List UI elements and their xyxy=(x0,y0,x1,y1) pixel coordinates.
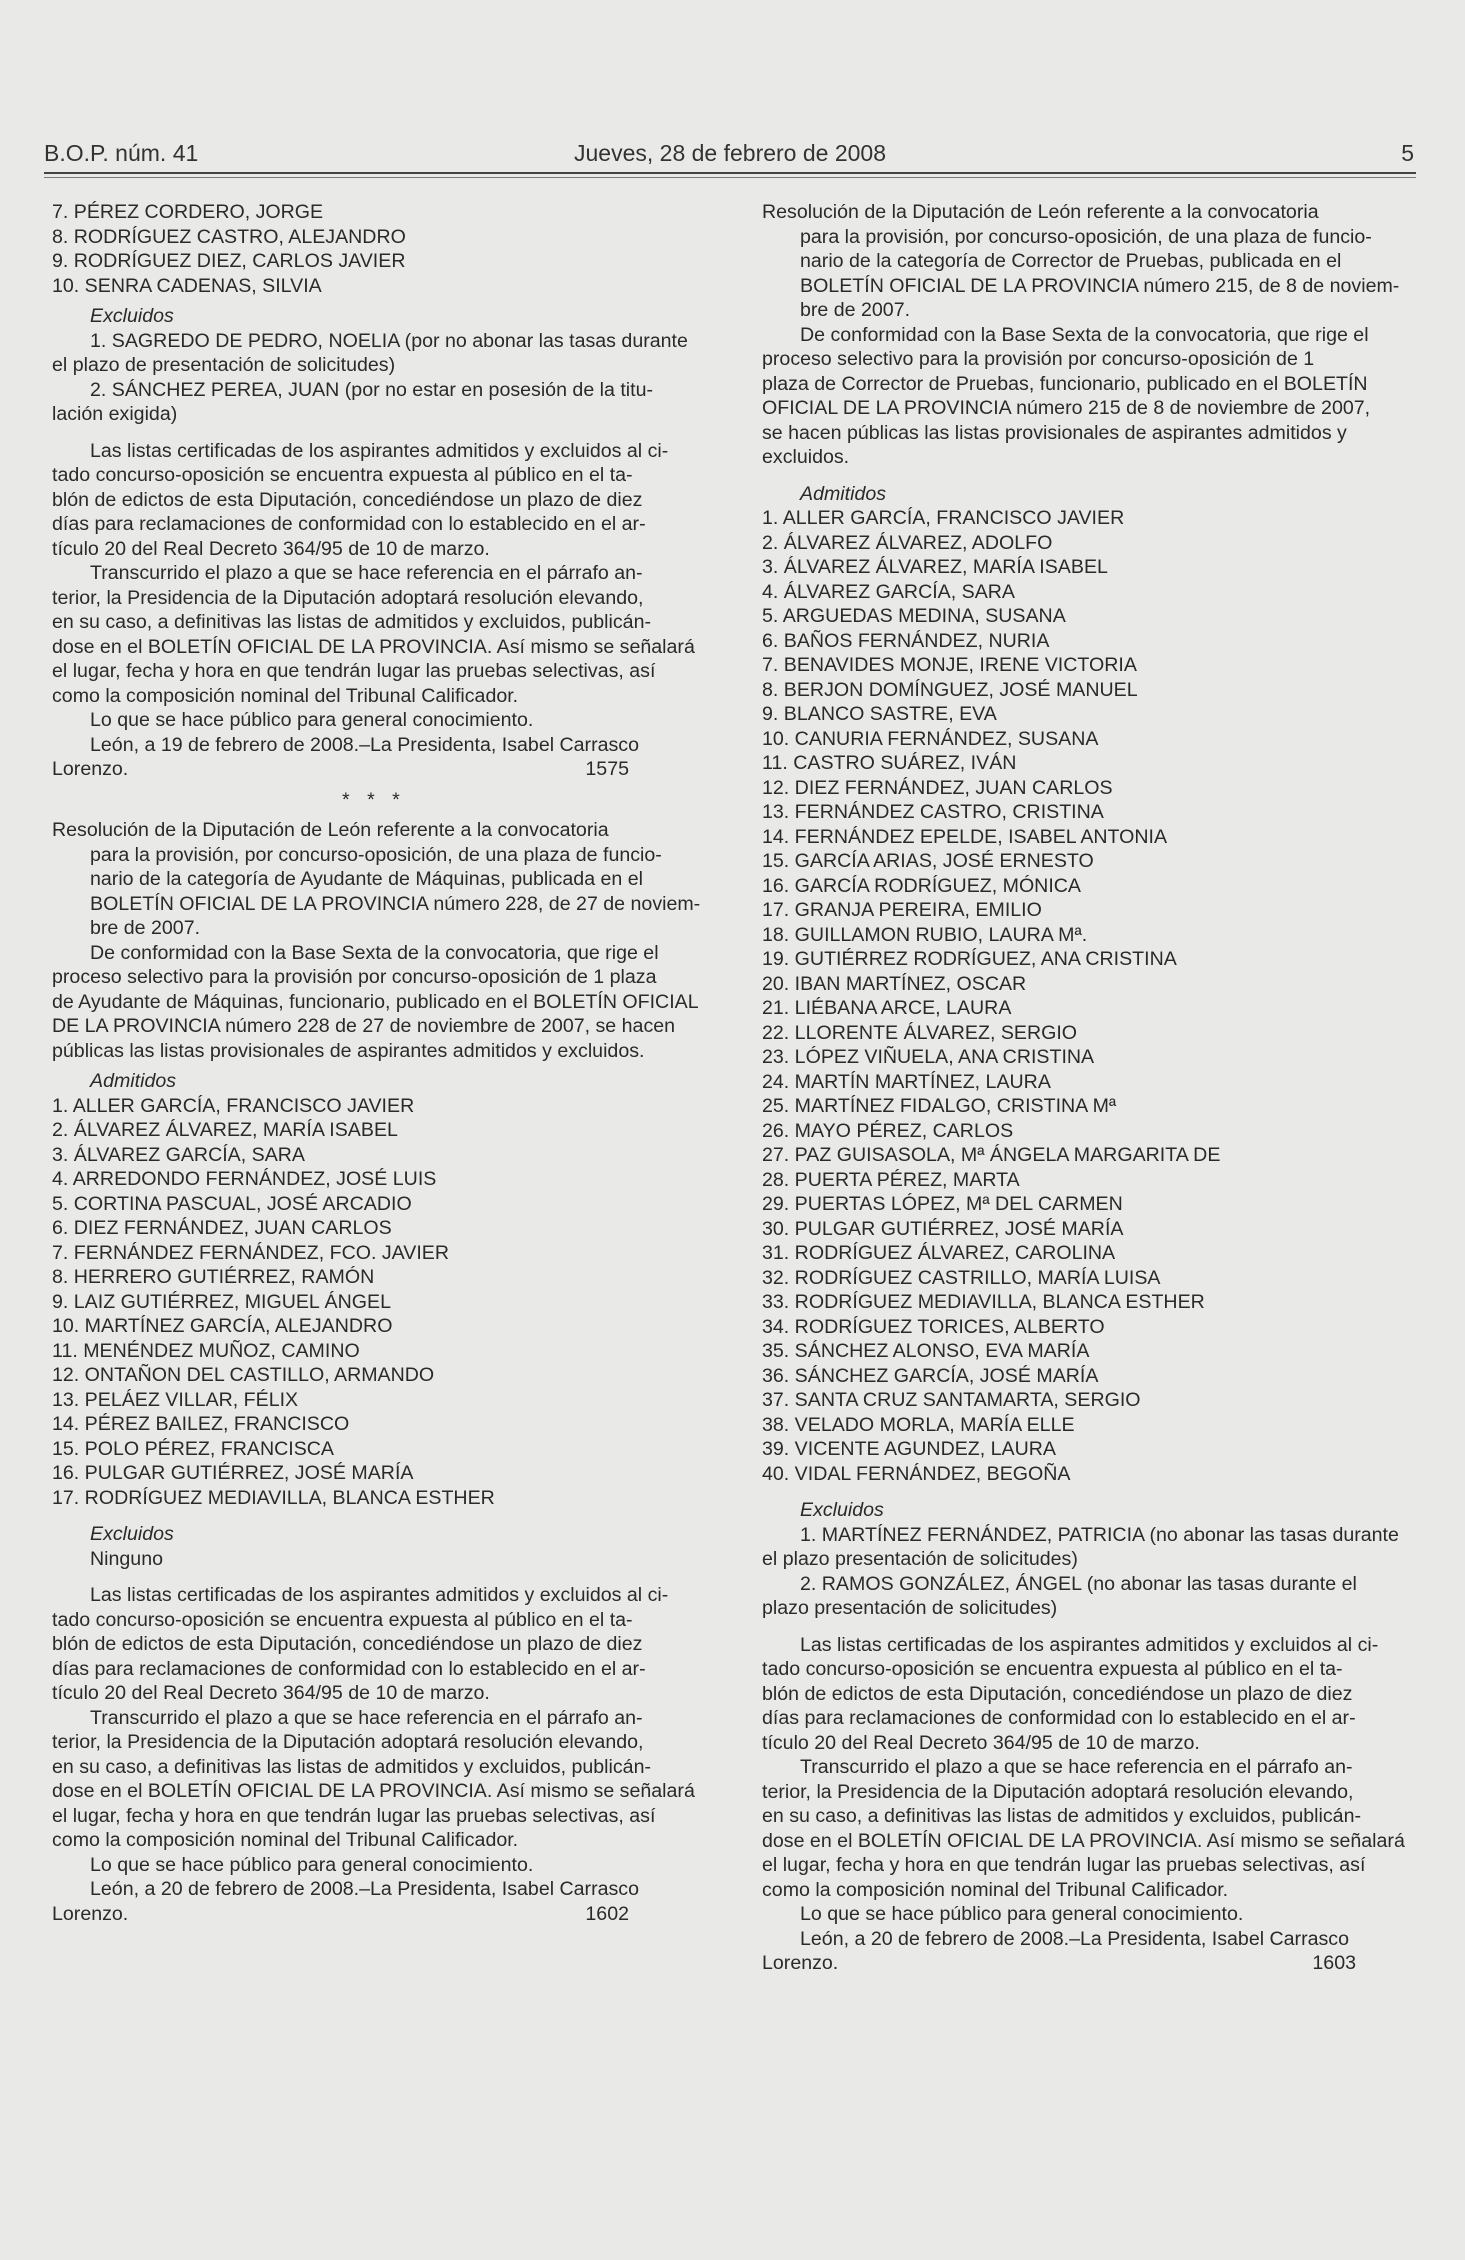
list-item: 7. PÉREZ CORDERO, JORGE xyxy=(52,201,324,223)
text-line: proceso selectivo para la provisión por concurso-oposición de 1 plaza xyxy=(52,966,657,988)
list-item: 13. FERNÁNDEZ CASTRO, CRISTINA xyxy=(762,801,1104,823)
text-line: en su caso, a definitivas las listas de admitidos y excluidos, publicán- xyxy=(762,1805,1362,1827)
list-item: 21. LIÉBANA ARCE, LAURA xyxy=(762,997,1012,1019)
list-item: 30. PULGAR GUTIÉRREZ, JOSÉ MARÍA xyxy=(762,1217,1124,1240)
text-line: tado concurso-oposición se encuentra expuesta al público en el ta- xyxy=(52,464,633,486)
text-line: como la composición nominal del Tribunal Calificador. xyxy=(52,684,519,707)
text-line: De conformidad con la Base Sexta de la convocatoria, que rige el xyxy=(90,941,659,964)
text-line: dose en el BOLETÍN OFICIAL DE LA PROVINCIA. Así mismo se señalará xyxy=(52,1780,695,1802)
list-item: 14. PÉREZ BAILEZ, FRANCISCO xyxy=(52,1413,350,1435)
text-line: blón de edictos de esta Diputación, concediéndose un plazo de diez xyxy=(52,488,643,511)
paragraph-transcurrido-2 xyxy=(52,1706,697,1853)
text-line: OFICIAL DE LA PROVINCIA número 215 de 8 de noviembre de 2007, xyxy=(762,397,1371,419)
list-item: 22. LLORENTE ÁLVAREZ, SERGIO xyxy=(762,1021,1078,1044)
ninguno-text: Ninguno xyxy=(90,1547,163,1570)
list-item: 24. MARTÍN MARTÍNEZ, LAURA xyxy=(762,1070,1051,1093)
list-item: 15. POLO PÉREZ, FRANCISCA xyxy=(52,1437,335,1460)
paragraph-publico: Lo que se hace público para general conocimiento. xyxy=(800,1903,1244,1925)
text-line: Transcurrido el plazo a que se hace referencia en el párrafo an- xyxy=(90,562,643,584)
header-rule xyxy=(44,172,1416,174)
list-item: 8. RODRÍGUEZ CASTRO, ALEJANDRO xyxy=(52,225,406,248)
resolution-title xyxy=(52,818,701,941)
paragraph-listas xyxy=(762,1633,1412,1756)
text-line: nario de la categoría de Ayudante de Máquinas, publicada en el xyxy=(90,868,644,890)
admitidos-list xyxy=(52,1094,697,1511)
signature-block xyxy=(52,757,697,782)
list-item: 12. ONTAÑON DEL CASTILLO, ARMANDO xyxy=(52,1364,435,1386)
admitidos-label: Admitidos xyxy=(90,1070,177,1092)
text-line: se hacen públicas las listas provisionales de aspirantes admitidos y xyxy=(762,421,1347,444)
excluded-entry: 2. SÁNCHEZ PEREA, JUAN (por no estar en posesión de la titu- xyxy=(90,378,654,401)
list-item: 9. RODRÍGUEZ DIEZ, CARLOS JAVIER xyxy=(52,250,406,272)
list-item: 26. MAYO PÉREZ, CARLOS xyxy=(762,1119,1014,1142)
text-line: dose en el BOLETÍN OFICIAL DE LA PROVINCIA. Así mismo se señalará xyxy=(52,635,695,658)
list-item: 19. GUTIÉRREZ RODRÍGUEZ, ANA CRISTINA xyxy=(762,948,1177,970)
list-item: 17. GRANJA PEREIRA, EMILIO xyxy=(762,899,1042,921)
list-item: 35. SÁNCHEZ ALONSO, EVA MARÍA xyxy=(762,1340,1090,1362)
signature-name-end: Lorenzo. xyxy=(52,1902,129,1925)
announcement-number: 1602 xyxy=(585,1902,629,1925)
signature-line: León, a 19 de febrero de 2008.–La Presidenta, Isabel Carrasco xyxy=(90,733,639,756)
list-item: 18. GUILLAMON RUBIO, LAURA Mª. xyxy=(762,923,1088,946)
list-item: 14. FERNÁNDEZ EPELDE, ISABEL ANTONIA xyxy=(762,825,1168,848)
list-item: 10. MARTÍNEZ GARCÍA, ALEJANDRO xyxy=(52,1315,393,1337)
list-item: 4. ÁLVAREZ GARCÍA, SARA xyxy=(762,580,1015,603)
list-item: 12. DIEZ FERNÁNDEZ, JUAN CARLOS xyxy=(762,776,1113,799)
text-line: Transcurrido el plazo a que se hace referencia en el párrafo an- xyxy=(800,1756,1353,1778)
admitidos-label: Admitidos xyxy=(800,482,887,505)
announcement-number: 1575 xyxy=(585,758,629,780)
excluidos-label: Excluidos xyxy=(90,1523,174,1545)
paragraph-conformidad xyxy=(52,941,697,1064)
text-line: dose en el BOLETÍN OFICIAL DE LA PROVINCIA. Así mismo se señalará xyxy=(762,1829,1405,1852)
publication-date: Jueves, 28 de febrero de 2008 xyxy=(574,140,887,166)
list-item: 15. GARCÍA ARIAS, JOSÉ ERNESTO xyxy=(762,850,1094,872)
text-line: días para reclamaciones de conformidad con lo establecido en el ar- xyxy=(762,1707,1356,1729)
list-item: 3. ÁLVAREZ ÁLVAREZ, MARÍA ISABEL xyxy=(762,556,1108,578)
list-item: 37. SANTA CRUZ SANTAMARTA, SERGIO xyxy=(762,1389,1141,1411)
announcement-number: 1603 xyxy=(1312,1952,1356,1974)
list-item: 23. LÓPEZ VIÑUELA, ANA CRISTINA xyxy=(762,1046,1095,1068)
excluidos-label: Excluidos xyxy=(90,305,174,327)
list-item: 8. HERRERO GUTIÉRREZ, RAMÓN xyxy=(52,1266,375,1288)
signature-block xyxy=(52,1902,697,1927)
text-line: BOLETÍN OFICIAL DE LA PROVINCIA número 228, de 27 de noviem- xyxy=(90,892,701,915)
list-item: 36. SÁNCHEZ GARCÍA, JOSÉ MARÍA xyxy=(762,1364,1099,1387)
list-item: 6. BAÑOS FERNÁNDEZ, NURIA xyxy=(762,629,1050,652)
text-line: el lugar, fecha y hora en que tendrán lugar las pruebas selectivas, así xyxy=(52,660,656,682)
text-line: terior, la Presidencia de la Diputación adoptará resolución elevando, xyxy=(52,586,644,609)
text-line: Resolución de la Diputación de León referente a la convocatoria xyxy=(52,819,609,841)
text-line: de Ayudante de Máquinas, funcionario, publicado en el BOLETÍN OFICIAL xyxy=(52,990,699,1013)
list-item: 10. CANURIA FERNÁNDEZ, SUSANA xyxy=(762,727,1099,750)
text-line: tículo 20 del Real Decreto 364/95 de 10 de marzo. xyxy=(52,537,490,560)
text-line: Resolución de la Diputación de León referente a la convocatoria xyxy=(762,201,1319,223)
list-item: 2. ÁLVAREZ ÁLVAREZ, MARÍA ISABEL xyxy=(52,1119,398,1141)
excluded-entry-cont: plazo presentación de solicitudes) xyxy=(762,1597,1058,1619)
text-line: nario de la categoría de Corrector de Pruebas, publicada en el xyxy=(800,250,1342,272)
paragraph-publico: Lo que se hace público para general conocimiento. xyxy=(90,709,534,731)
list-item: 16. PULGAR GUTIÉRREZ, JOSÉ MARÍA xyxy=(52,1462,414,1484)
list-item: 1. ALLER GARCÍA, FRANCISCO JAVIER xyxy=(762,507,1125,529)
list-item: 38. VELADO MORLA, MARÍA ELLE xyxy=(762,1413,1075,1436)
right-column xyxy=(762,200,1412,1976)
text-line: terior, la Presidencia de la Diputación adoptará resolución elevando, xyxy=(762,1780,1354,1803)
list-item: 20. IBAN MARTÍNEZ, OSCAR xyxy=(762,972,1027,995)
paragraph-publico-2: Lo que se hace público para general conocimiento. xyxy=(90,1853,534,1876)
page-header xyxy=(44,136,1414,176)
list-item: 28. PUERTA PÉREZ, MARTA xyxy=(762,1168,1020,1191)
paragraph-listas xyxy=(52,439,697,562)
separator-stars: * * * xyxy=(342,788,406,811)
text-line: tículo 20 del Real Decreto 364/95 de 10 de marzo. xyxy=(52,1682,490,1704)
bulletin-number: B.O.P. núm. 41 xyxy=(44,140,199,166)
list-item: 11. MENÉNDEZ MUÑOZ, CAMINO xyxy=(52,1339,360,1362)
list-item: 39. VICENTE AGUNDEZ, LAURA xyxy=(762,1438,1056,1460)
text-line: Transcurrido el plazo a que se hace referencia en el párrafo an- xyxy=(90,1706,643,1729)
paragraph-listas-2 xyxy=(52,1583,697,1706)
text-line: días para reclamaciones de conformidad con lo establecido en el ar- xyxy=(52,513,646,535)
text-line: excluidos. xyxy=(762,446,850,468)
list-item: 8. BERJON DOMÍNGUEZ, JOSÉ MANUEL xyxy=(762,678,1138,701)
text-line: el lugar, fecha y hora en que tendrán lugar las pruebas selectivas, así xyxy=(52,1804,656,1827)
text-line: Las listas certificadas de los aspirantes admitidos y excluidos al ci- xyxy=(90,1584,669,1606)
text-line: DE LA PROVINCIA número 228 de 27 de noviembre de 2007, se hacen xyxy=(52,1015,676,1037)
list-item: 34. RODRÍGUEZ TORICES, ALBERTO xyxy=(762,1315,1105,1338)
excluded-entry-cont: el plazo presentación de solicitudes) xyxy=(762,1548,1078,1570)
excluded-entry-cont: lación exigida) xyxy=(52,403,178,425)
list-item: 29. PUERTAS LÓPEZ, Mª DEL CARMEN xyxy=(762,1193,1123,1215)
list-item: 2. ÁLVAREZ ÁLVAREZ, ADOLFO xyxy=(762,531,1053,554)
paragraph-transcurrido xyxy=(52,561,697,708)
list-item: 4. ARREDONDO FERNÁNDEZ, JOSÉ LUIS xyxy=(52,1168,437,1190)
text-line: De conformidad con la Base Sexta de la convocatoria, que rige el xyxy=(800,323,1369,346)
signature-line: León, a 20 de febrero de 2008.–La Presidenta, Isabel Carrasco xyxy=(800,1927,1349,1950)
text-line: para la provisión, por concurso-oposición, de una plaza de funcio- xyxy=(90,843,662,866)
left-column xyxy=(52,200,701,1926)
list-item: 10. SENRA CADENAS, SILVIA xyxy=(52,274,322,297)
resolution-title xyxy=(762,200,1412,323)
excluded-entry: 2. RAMOS GONZÁLEZ, ÁNGEL (no abonar las tasas durante el xyxy=(800,1572,1357,1595)
top-names-list xyxy=(52,200,697,298)
list-item: 31. RODRÍGUEZ ÁLVAREZ, CAROLINA xyxy=(762,1242,1116,1264)
header-rule-thin xyxy=(44,177,1416,178)
list-item: 40. VIDAL FERNÁNDEZ, BEGOÑA xyxy=(762,1462,1071,1485)
list-item: 17. RODRÍGUEZ MEDIAVILLA, BLANCA ESTHER xyxy=(52,1486,495,1509)
list-item: 13. PELÁEZ VILLAR, FÉLIX xyxy=(52,1388,299,1411)
signature-name-end: Lorenzo. xyxy=(762,1952,839,1974)
paragraph-transcurrido xyxy=(762,1755,1412,1902)
text-line: como la composición nominal del Tribunal Calificador. xyxy=(52,1829,519,1851)
excluidos-label: Excluidos xyxy=(800,1499,884,1521)
list-item: 27. PAZ GUISASOLA, Mª ÁNGELA MARGARITA DE xyxy=(762,1144,1221,1166)
excluded-entry: 1. MARTÍNEZ FERNÁNDEZ, PATRICIA (no abonar las tasas durante xyxy=(800,1523,1399,1546)
text-line: tado concurso-oposición se encuentra expuesta al público en el ta- xyxy=(52,1608,633,1631)
list-item: 5. ARGUEDAS MEDINA, SUSANA xyxy=(762,605,1066,627)
list-item: 32. RODRÍGUEZ CASTRILLO, MARÍA LUISA xyxy=(762,1266,1161,1289)
text-line: blón de edictos de esta Diputación, concediéndose un plazo de diez xyxy=(762,1682,1353,1705)
text-line: para la provisión, por concurso-oposición, de una plaza de funcio- xyxy=(800,225,1372,248)
page-number: 5 xyxy=(1401,140,1414,166)
text-line: bre de 2007. xyxy=(90,917,201,939)
signature-name-end: Lorenzo. xyxy=(52,758,129,780)
text-line: proceso selectivo para la provisión por concurso-oposición de 1 xyxy=(762,348,1315,370)
list-item: 1. ALLER GARCÍA, FRANCISCO JAVIER xyxy=(52,1094,415,1117)
text-line: en su caso, a definitivas las listas de admitidos y excluidos, publicán- xyxy=(52,1755,652,1778)
text-line: tículo 20 del Real Decreto 364/95 de 10 de marzo. xyxy=(762,1731,1200,1754)
list-item: 7. BENAVIDES MONJE, IRENE VICTORIA xyxy=(762,654,1137,676)
excluded-entry-cont: el plazo de presentación de solicitudes) xyxy=(52,354,396,376)
text-line: blón de edictos de esta Diputación, concediéndose un plazo de diez xyxy=(52,1633,643,1655)
list-item: 5. CORTINA PASCUAL, JOSÉ ARCADIO xyxy=(52,1192,412,1215)
text-line: plaza de Corrector de Pruebas, funcionario, publicado en el BOLETÍN xyxy=(762,372,1368,395)
text-line: bre de 2007. xyxy=(800,299,911,321)
text-line: terior, la Presidencia de la Diputación adoptará resolución elevando, xyxy=(52,1731,644,1753)
text-line: días para reclamaciones de conformidad con lo establecido en el ar- xyxy=(52,1657,646,1680)
text-line: Las listas certificadas de los aspirantes admitidos y excluidos al ci- xyxy=(800,1633,1379,1656)
list-item: 16. GARCÍA RODRÍGUEZ, MÓNICA xyxy=(762,874,1081,897)
text-line: BOLETÍN OFICIAL DE LA PROVINCIA número 215, de 8 de noviem- xyxy=(800,274,1400,297)
list-item: 25. MARTÍNEZ FIDALGO, CRISTINA Mª xyxy=(762,1095,1117,1117)
text-line: tado concurso-oposición se encuentra expuesta al público en el ta- xyxy=(762,1658,1343,1680)
text-line: Las listas certificadas de los aspirantes admitidos y excluidos al ci- xyxy=(90,439,669,462)
list-item: 33. RODRÍGUEZ MEDIAVILLA, BLANCA ESTHER xyxy=(762,1291,1205,1313)
text-line: públicas las listas provisionales de aspirantes admitidos y excluidos. xyxy=(52,1039,645,1062)
signature-line: León, a 20 de febrero de 2008.–La Presidenta, Isabel Carrasco xyxy=(90,1878,639,1900)
paragraph-conformidad xyxy=(762,323,1412,470)
list-item: 6. DIEZ FERNÁNDEZ, JUAN CARLOS xyxy=(52,1217,392,1239)
excluded-entry: 1. SAGREDO DE PEDRO, NOELIA (por no abonar las tasas durante xyxy=(90,329,688,352)
list-item: 9. LAIZ GUTIÉRREZ, MIGUEL ÁNGEL xyxy=(52,1290,391,1313)
list-item: 11. CASTRO SUÁREZ, IVÁN xyxy=(762,752,1017,774)
admitidos-list xyxy=(762,506,1412,1486)
text-line: como la composición nominal del Tribunal Calificador. xyxy=(762,1878,1229,1901)
list-item: 9. BLANCO SASTRE, EVA xyxy=(762,703,997,725)
list-item: 3. ÁLVAREZ GARCÍA, SARA xyxy=(52,1143,305,1166)
list-item: 7. FERNÁNDEZ FERNÁNDEZ, FCO. JAVIER xyxy=(52,1241,449,1264)
text-line: en su caso, a definitivas las listas de admitidos y excluidos, publicán- xyxy=(52,611,652,633)
signature-block xyxy=(762,1951,1412,1976)
text-line: el lugar, fecha y hora en que tendrán lugar las pruebas selectivas, así xyxy=(762,1854,1366,1876)
